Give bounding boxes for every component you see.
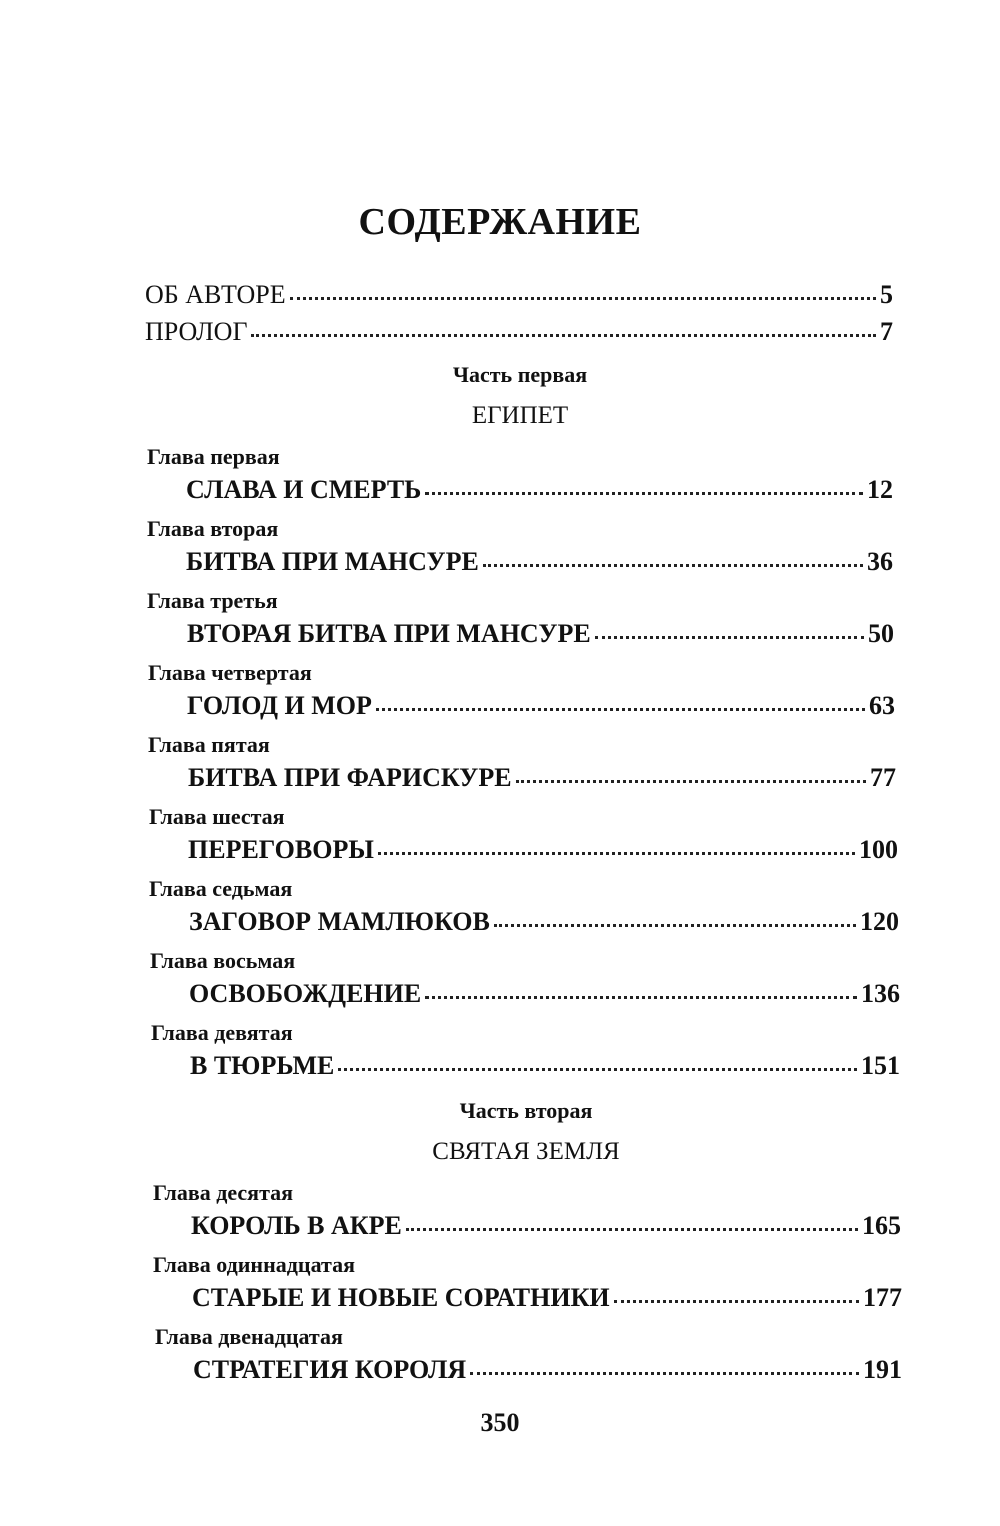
- chapter-label: Глава девятая: [151, 1020, 293, 1045]
- page-number: 165: [862, 1211, 901, 1240]
- chapter-title: СЛАВА И СМЕРТЬ: [186, 475, 422, 504]
- chapter-label: Глава десятая: [153, 1180, 294, 1205]
- page-number: 77: [870, 763, 896, 792]
- chapter-title: КОРОЛЬ В АКРЕ: [191, 1211, 402, 1240]
- page-number: 5: [880, 280, 893, 309]
- chapter-title: ОСВОБОЖДЕНИЕ: [189, 979, 422, 1008]
- toc-entry-about-author[interactable]: [145, 280, 893, 310]
- chapter-title: ГОЛОД И МОР: [187, 691, 372, 720]
- page-number: 7: [880, 317, 893, 346]
- page-number: 100: [859, 835, 898, 864]
- chapter-title: ВТОРАЯ БИТВА ПРИ МАНСУРЕ: [187, 619, 591, 648]
- page-number: 36: [867, 547, 893, 576]
- toc-entry-chapter-3[interactable]: [187, 619, 894, 649]
- page-number: 120: [860, 907, 899, 936]
- dot-leader: [376, 708, 865, 711]
- toc-entry-chapter-1[interactable]: [186, 475, 893, 505]
- toc-entry-chapter-7[interactable]: [189, 907, 899, 937]
- page-number: 191: [863, 1355, 902, 1384]
- page-folio: 350: [480, 1408, 520, 1437]
- dot-leader: [425, 996, 857, 999]
- dot-leader: [406, 1228, 858, 1231]
- dot-leader: [483, 564, 863, 567]
- chapter-title: БИТВА ПРИ МАНСУРЕ: [186, 547, 479, 576]
- toc-entry-chapter-8[interactable]: [189, 979, 900, 1009]
- dot-leader: [425, 492, 863, 495]
- chapter-label: Глава первая: [147, 444, 280, 469]
- page-number: 151: [861, 1051, 900, 1080]
- page-number: 63: [869, 691, 895, 720]
- toc-entry-chapter-2[interactable]: [186, 547, 893, 577]
- part-label: Часть первая: [452, 362, 588, 387]
- toc-entry-chapter-4[interactable]: [187, 691, 895, 721]
- chapter-label: Глава вторая: [147, 516, 279, 541]
- toc-entry-chapter-11[interactable]: [192, 1283, 902, 1313]
- chapter-label: Глава третья: [147, 588, 278, 613]
- chapter-label: Глава седьмая: [149, 876, 293, 901]
- dot-leader: [516, 780, 866, 783]
- dot-leader: [470, 1372, 859, 1375]
- toc-entry-chapter-12[interactable]: [193, 1355, 902, 1385]
- chapter-title: СТРАТЕГИЯ КОРОЛЯ: [193, 1355, 467, 1384]
- chapter-label: Глава четвертая: [148, 660, 312, 685]
- dot-leader: [251, 334, 876, 337]
- dot-leader: [614, 1300, 859, 1303]
- chapter-title: В ТЮРЬМЕ: [190, 1051, 335, 1080]
- chapter-label: Глава шестая: [149, 804, 285, 829]
- toc-entry-chapter-9[interactable]: [190, 1051, 900, 1081]
- toc-entry-label: ОБ АВТОРЕ: [145, 280, 286, 309]
- chapter-label: Глава одиннадцатая: [153, 1252, 355, 1277]
- page-title: СОДЕРЖАНИЕ: [358, 201, 642, 243]
- part-label: Часть вторая: [459, 1098, 593, 1123]
- toc-entry-chapter-6[interactable]: [188, 835, 898, 865]
- chapter-label: Глава восьмая: [150, 948, 296, 973]
- toc-entry-prologue[interactable]: [145, 317, 893, 347]
- dot-leader: [494, 924, 856, 927]
- page-number: 177: [863, 1283, 902, 1312]
- page-number: 50: [868, 619, 894, 648]
- chapter-label: Глава двенадцатая: [155, 1324, 343, 1349]
- dot-leader: [595, 636, 864, 639]
- page-number: 12: [867, 475, 893, 504]
- part-name: СВЯТАЯ ЗЕМЛЯ: [432, 1138, 620, 1165]
- chapter-title: ЗАГОВОР МАМЛЮКОВ: [189, 907, 490, 936]
- chapter-label: Глава пятая: [148, 732, 270, 757]
- chapter-title: БИТВА ПРИ ФАРИСКУРЕ: [188, 763, 512, 792]
- dot-leader: [290, 297, 876, 300]
- chapter-title: СТАРЫЕ И НОВЫЕ СОРАТНИКИ: [192, 1283, 610, 1312]
- toc-entry-label: ПРОЛОГ: [145, 317, 248, 346]
- toc-entry-chapter-5[interactable]: [188, 763, 896, 793]
- dot-leader: [378, 852, 855, 855]
- toc-entry-chapter-10[interactable]: [191, 1211, 901, 1241]
- dot-leader: [338, 1068, 857, 1071]
- part-name: ЕГИПЕТ: [471, 402, 569, 429]
- page-number: 136: [861, 979, 900, 1008]
- chapter-title: ПЕРЕГОВОРЫ: [188, 835, 374, 864]
